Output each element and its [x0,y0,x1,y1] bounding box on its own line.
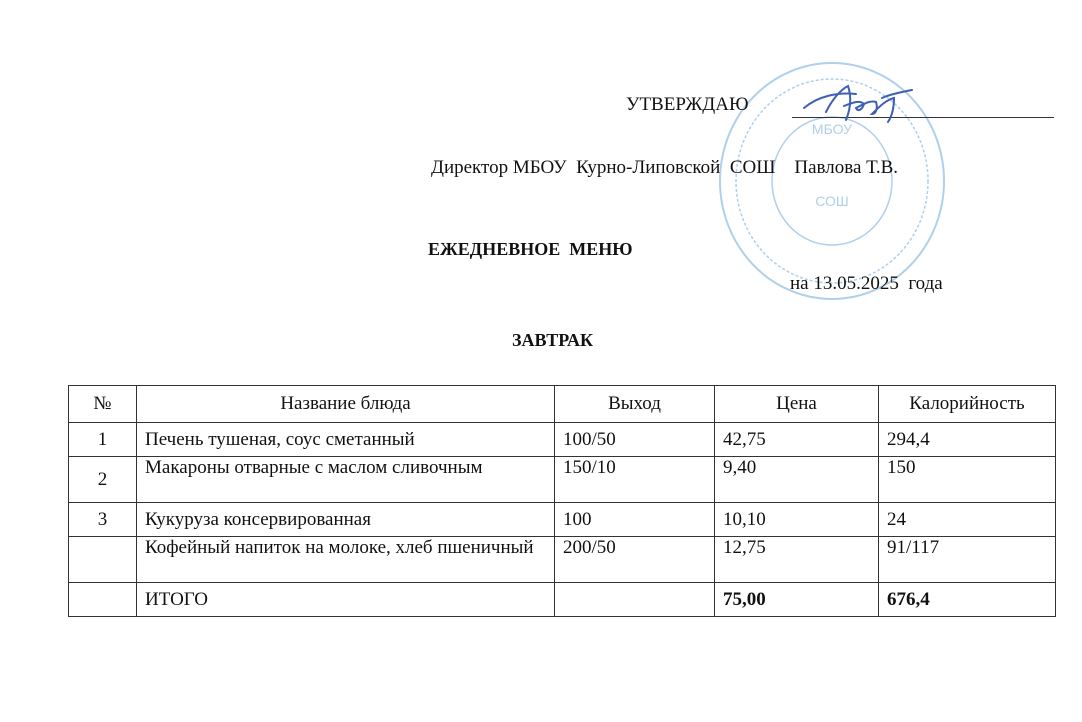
dish-calories: 91/117 [879,537,1056,583]
stamp-text-top: МБОУ [811,121,853,137]
dish-output: 100 [555,503,715,537]
director-line: Директор МБОУ Курно-Липовской СОШ Павлова Т.В. [431,157,899,178]
dish-price: 10,10 [715,503,879,537]
header-calories: Калорийность [879,386,1056,423]
table-row [69,457,1056,503]
dish-name: Макароны отварные с маслом сливочным [137,457,555,503]
dish-calories: 294,4 [879,423,1056,457]
director-signature [798,78,918,128]
dish-name: Кофейный напиток на молоке, хлеб пшеничный [137,537,555,583]
total-number-cell [69,583,137,617]
table-row [69,503,1056,537]
dish-price: 12,75 [715,537,879,583]
dish-output: 100/50 [555,423,715,457]
header-dish-name: Название блюда [137,386,555,423]
dish-output: 200/50 [555,537,715,583]
dish-name: Кукуруза консервированная [137,503,555,537]
dish-output: 150/10 [555,457,715,503]
row-number: 3 [69,503,137,537]
row-number: 1 [69,423,137,457]
meal-title: ЗАВТРАК [512,330,594,350]
table-row [69,537,1056,583]
stamp-text-bottom: СОШ [815,193,849,209]
table-header-row [69,386,1056,423]
approve-label: УТВЕРЖДАЮ [626,94,749,115]
menu-table [68,385,1056,617]
dish-price: 9,40 [715,457,879,503]
dish-price: 42,75 [715,423,879,457]
total-calories: 676,4 [879,583,1056,617]
dish-calories: 150 [879,457,1056,503]
table-total-row [69,583,1056,617]
header-price: Цена [715,386,879,423]
menu-title: ЕЖЕДНЕВНОЕ МЕНЮ [428,239,633,259]
row-number: 2 [69,457,137,503]
row-number [69,537,137,583]
total-output-cell [555,583,715,617]
total-price: 75,00 [715,583,879,617]
menu-date: на 13.05.2025 года [790,273,943,294]
header-output: Выход [555,386,715,423]
dish-calories: 24 [879,503,1056,537]
table-row [69,423,1056,457]
dish-name: Печень тушеная, соус сметанный [137,423,555,457]
total-label: ИТОГО [137,583,555,617]
header-number: № [69,386,137,423]
